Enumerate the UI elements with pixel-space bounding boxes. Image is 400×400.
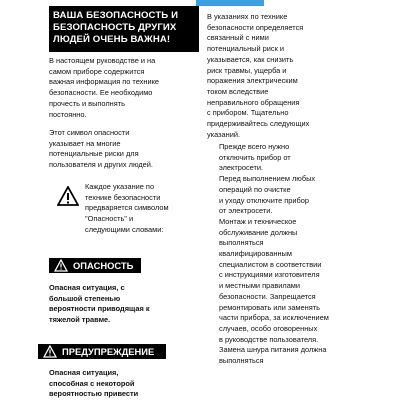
title-line: БЕЗОПАСНОСТЬ ДРУГИХ <box>53 22 177 33</box>
text-line: вероятностью привести <box>49 389 139 399</box>
title-line: ЛЮДЕЙ ОЧЕНЬ ВАЖНА! <box>53 34 171 45</box>
text-line: и уходу отключите прибор <box>219 195 309 205</box>
text-line: специалистом в соответствии <box>219 259 322 269</box>
warning-description <box>49 368 138 400</box>
text-line: способная с некоторой <box>49 378 135 388</box>
text-line: большой степенью <box>49 293 121 303</box>
text-line: тяжелой травме. <box>49 315 111 325</box>
text-line: неправильного обращения <box>207 97 300 107</box>
text-line: предваряется символом <box>85 203 169 213</box>
text-line: выполняться <box>219 238 264 248</box>
danger-label <box>49 258 141 273</box>
text-line: части прибора, за исключением <box>219 313 329 323</box>
text-line: технике безопасности <box>85 192 161 202</box>
text-line: Монтаж и техническое <box>219 216 297 226</box>
text-line: связанный с ними <box>207 33 269 43</box>
text-line: Этот символ опасности <box>49 128 130 137</box>
warning-triangle-icon <box>43 345 57 358</box>
text-line: следующими словами: <box>85 224 164 234</box>
danger-description <box>49 283 150 326</box>
intro-paragraph <box>49 56 159 120</box>
title-line: ВАША БЕЗОПАСНОСТЬ И <box>53 10 179 21</box>
text-line: безопасности. Запрещается <box>219 291 316 301</box>
text-line: вероятности приводящая к <box>49 304 150 314</box>
top-accent-bar <box>196 0 264 6</box>
text-line: квалифицированным <box>219 249 292 259</box>
warning-triangle-icon <box>54 259 68 272</box>
page-title <box>49 6 199 52</box>
text-line: "Опасность" и <box>85 214 134 224</box>
text-line: Каждое указание по <box>85 182 155 191</box>
text-line: потенциальный риск и <box>207 44 285 54</box>
text-line: отключить прибор от <box>219 152 291 162</box>
warning-label-text: ПРЕДУПРЕЖДЕНИЕ <box>62 346 155 357</box>
text-line: безопасности определяется <box>207 22 304 32</box>
text-line: В указаниях по технике <box>207 12 288 21</box>
text-line: случаев, особо оговоренных <box>219 323 318 333</box>
text-line: самом приборе содержится <box>49 66 145 76</box>
safety-symbol-text <box>85 182 205 236</box>
text-line: обслуживание должны <box>219 227 298 237</box>
text-line: риск травмы, ущерба и <box>207 65 287 75</box>
text-line: придерживайтесь следующих <box>207 119 310 129</box>
text-line: Замена шнура питания должна <box>219 345 327 355</box>
text-line: с прибором. Тщательно <box>207 108 289 118</box>
text-line: выполняться <box>219 356 264 366</box>
text-line: поражения электрическим <box>207 76 298 86</box>
text-line: с инструкциями изготовителя <box>219 270 320 280</box>
text-line: Перед выполнением любых <box>219 174 316 184</box>
warning-triangle-icon <box>57 186 79 206</box>
safety-instructions-list <box>207 142 329 367</box>
text-line: и местными правилами <box>219 281 301 291</box>
text-line: важная информация по технике <box>49 77 160 87</box>
warning-label <box>38 344 166 359</box>
text-line: в руководстве пользователя. <box>219 334 319 344</box>
text-line: током вследствие <box>207 86 269 96</box>
text-line: указаний. <box>207 129 241 139</box>
text-line: прочесть и выполнять <box>49 98 126 108</box>
text-line: от электросети. <box>219 206 273 216</box>
text-line: ремонтировать или заменять <box>219 302 320 312</box>
text-line: Прежде всего нужно <box>219 142 290 151</box>
text-line: Опасная ситуация, <box>49 368 119 377</box>
symbol-paragraph <box>49 128 153 171</box>
text-line: электросети. <box>219 163 264 173</box>
text-line: указывается, как снизить <box>207 54 294 64</box>
text-line: постоянно. <box>49 109 87 119</box>
text-line: пользователя и других людей. <box>49 160 153 170</box>
text-line: указывает на многие <box>49 138 121 148</box>
text-line: Опасная ситуация, с <box>49 283 125 292</box>
text-line: операций по очистке <box>219 184 291 194</box>
danger-label-text: ОПАСНОСТЬ <box>73 260 134 271</box>
text-line: безопасности. Ее необходимо <box>49 88 153 98</box>
risk-paragraph <box>207 12 309 140</box>
text-line: потенциальные риски для <box>49 149 139 159</box>
text-line: В настоящем руководстве и на <box>49 56 156 65</box>
